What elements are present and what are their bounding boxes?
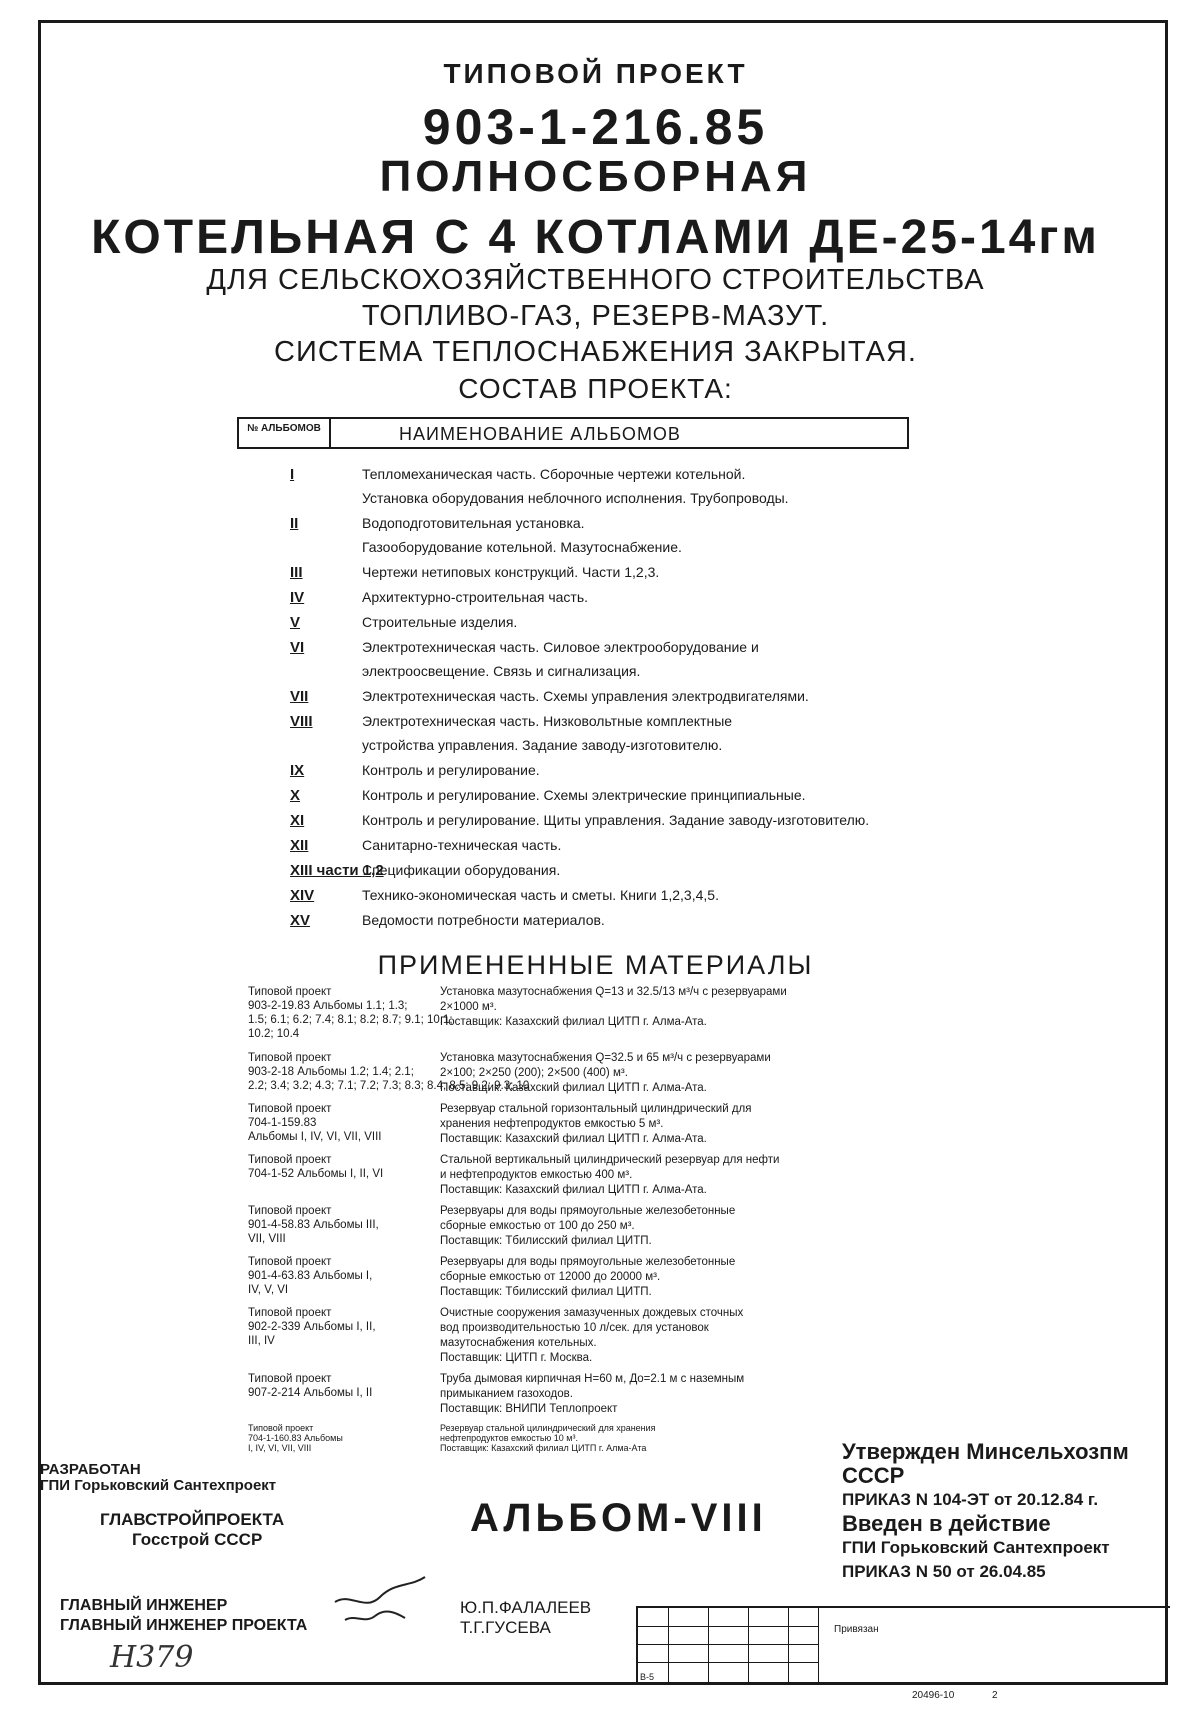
material-description-line: хранения нефтепродуктов емкостью 5 м³.	[440, 1118, 664, 1130]
material-description	[440, 1102, 751, 1147]
title-line-1: ПОЛНОСБОРНАЯ	[379, 152, 812, 201]
material-description	[440, 985, 787, 1030]
album-title: Строительные изделия.	[362, 614, 518, 630]
material-description-line: нефтепродуктов емкостью 10 м³.	[440, 1433, 578, 1443]
album-title: Архитектурно-строительная часть.	[362, 589, 588, 605]
album-title: Электротехническая часть. Низковольтные комплектные	[362, 713, 733, 729]
title-line-3: ДЛЯ СЕЛЬСКОХОЗЯЙСТВЕННОГО СТРОИТЕЛЬСТВА	[206, 264, 985, 296]
material-description-line: Установка мазутоснабжения Q=13 и 32.5/13 м³/ч с резервуарами	[440, 986, 787, 998]
material-reference	[248, 1204, 379, 1246]
materials-title: ПРИМЕНЕННЫЕ МАТЕРИАЛЫ	[377, 950, 814, 980]
material-reference-line: Типовой проект	[248, 1154, 332, 1166]
material-reference-line: 1.5; 6.1; 6.2; 7.4; 8.1; 8.2; 8.7; 9.1; 10.1;	[248, 1014, 453, 1026]
doc-type: ТИПОВОЙ ПРОЕКТ	[443, 58, 748, 89]
material-reference-line: III, IV	[248, 1335, 275, 1347]
material-description-line: Резервуары для воды прямоугольные железобетонные	[440, 1205, 736, 1217]
album-number: VIII	[290, 713, 313, 730]
material-reference-line: Типовой проект	[248, 1423, 314, 1433]
name-2: Т.Г.ГУСЕВА	[460, 1618, 551, 1637]
album-number: VII	[290, 688, 309, 705]
material-description-line: Поставщик: Тбилисский филиал ЦИТП.	[440, 1286, 652, 1298]
album-number: XII	[290, 837, 309, 854]
material-description-line: и нефтепродуктов емкостью 400 м³.	[440, 1169, 633, 1181]
material-description-line: Установка мазутоснабжения Q=32.5 и 65 м³/ч с резервуарами	[440, 1052, 771, 1064]
approval-line-2: ПРИКАЗ N 104-ЭТ от 20.12.84 г.	[842, 1490, 1099, 1509]
title-line-4: ТОПЛИВО-ГАЗ, РЕЗЕРВ-МАЗУТ.	[361, 300, 830, 332]
approval-line-3: Введен в действие	[842, 1511, 1051, 1536]
material-description	[440, 1423, 656, 1453]
material-description-line: вод производительностью 10 л/сек. для установок	[440, 1322, 709, 1334]
role-chief-engineer: ГЛАВНЫЙ ИНЖЕНЕР	[60, 1597, 228, 1614]
album-title: Ведомости потребности материалов.	[362, 912, 605, 928]
material-reference-line: Типовой проект	[248, 1052, 332, 1064]
album-number: III	[290, 564, 303, 581]
album-title: Электротехническая часть. Схемы управления электродвигателями.	[362, 688, 809, 704]
developer-org: ГПИ Горьковский Сантехпроект	[40, 1477, 277, 1494]
material-reference-line: 903-2-18 Альбомы 1.2; 1.4; 2.1;	[248, 1066, 414, 1078]
material-reference-line: Альбомы I, IV, VI, VII, VIII	[248, 1131, 382, 1143]
material-reference	[248, 1423, 343, 1453]
role-chief-project-engineer: ГЛАВНЫЙ ИНЖЕНЕР ПРОЕКТА	[60, 1617, 308, 1634]
material-description-line: Резервуар стальной цилиндрический для хранения	[440, 1423, 656, 1433]
material-reference-line: I, IV, VI, VII, VIII	[248, 1443, 312, 1453]
developer-block	[40, 1462, 276, 1494]
stamp-small: В-5	[640, 1672, 655, 1682]
material-description-line: Резервуар стальной горизонтальный цилиндрический для	[440, 1103, 752, 1115]
material-reference-line: Типовой проект	[248, 1307, 332, 1319]
approval-block	[842, 1440, 1191, 1584]
material-description	[440, 1372, 744, 1417]
material-reference-line: Типовой проект	[248, 1103, 332, 1115]
material-description-line: Очистные сооружения замазученных дождевых сточных	[440, 1307, 744, 1319]
developer-parent-2: Госстрой СССР	[132, 1530, 263, 1549]
material-description-line: Поставщик: Казахский филиал ЦИТП г. Алма-Ата.	[440, 1082, 707, 1094]
footer-number: 20496-10	[912, 1690, 955, 1701]
project-number: 903-1-216.85	[422, 99, 769, 155]
material-reference	[248, 1255, 372, 1297]
album-table-header	[237, 417, 909, 449]
album-number: V	[290, 614, 301, 631]
material-reference	[248, 1306, 376, 1348]
album-title: Контроль и регулирование.	[362, 762, 540, 778]
material-description-line: Поставщик: Казахский филиал ЦИТП г. Алма-Ата	[440, 1443, 647, 1453]
signature-mark	[330, 1572, 430, 1632]
material-reference-line: 10.2; 10.4	[248, 1028, 300, 1040]
material-description-line: Резервуары для воды прямоугольные железобетонные	[440, 1256, 736, 1268]
album-title: Контроль и регулирование. Схемы электрические принципиальные.	[362, 787, 806, 803]
material-reference-line: 901-4-63.83 Альбомы I,	[248, 1270, 373, 1282]
album-title: устройства управления. Задание заводу-изготовителю.	[362, 737, 723, 753]
handwritten-number: Н379	[110, 1640, 194, 1675]
material-reference	[248, 1153, 383, 1181]
album-label: АЛЬБОМ-VIII	[470, 1496, 767, 1540]
material-description	[440, 1306, 743, 1366]
album-title: Водоподготовительная установка.	[362, 515, 585, 531]
album-title: Электротехническая часть. Силовое электрооборудование и	[362, 639, 759, 655]
material-description-line: мазутоснабжения котельных.	[440, 1337, 597, 1349]
material-reference	[248, 1102, 381, 1144]
material-description	[440, 1204, 735, 1249]
material-description-line: Стальной вертикальный цилиндрический резервуар для нефти	[440, 1154, 780, 1166]
album-title: Чертежи нетиповых конструкций. Части 1,2,3.	[362, 564, 660, 580]
material-reference-line: 704-1-52 Альбомы I, II, VI	[248, 1168, 384, 1180]
material-reference-line: VII, VIII	[248, 1233, 286, 1245]
column-header-name: НАИМЕНОВАНИЕ АЛЬБОМОВ	[399, 424, 681, 444]
footer-page: 2	[992, 1690, 998, 1701]
developer-parent	[100, 1510, 284, 1550]
album-title: Технико-экономическая часть и сметы. Книги 1,2,3,4,5.	[362, 887, 719, 903]
material-description-line: Поставщик: Казахский филиал ЦИТП г. Алма-Ата.	[440, 1133, 707, 1145]
material-description	[440, 1153, 779, 1198]
material-reference-line: 907-2-214 Альбомы I, II	[248, 1387, 373, 1399]
column-header-no: № АЛЬБОМОВ	[239, 419, 331, 447]
material-description	[440, 1255, 735, 1300]
material-reference	[248, 985, 453, 1041]
approval-line-1: Утвержден Минсельхозпм СССР	[842, 1439, 1129, 1488]
album-number: VI	[290, 639, 305, 656]
approval-line-4: ГПИ Горьковский Сантехпроект	[842, 1538, 1110, 1557]
album-number: X	[290, 787, 301, 804]
developer-label: РАЗРАБОТАН	[40, 1461, 141, 1478]
signature-roles	[60, 1596, 307, 1636]
material-description	[440, 1051, 771, 1096]
album-title: Контроль и регулирование. Щиты управления. Задание заводу-изготовителю.	[362, 812, 870, 828]
material-reference-line: Типовой проект	[248, 1205, 332, 1217]
material-description-line: примыканием газоходов.	[440, 1388, 573, 1400]
album-title: Санитарно-техническая часть.	[362, 837, 562, 853]
title-stamp	[636, 1606, 1170, 1684]
material-reference-line: Типовой проект	[248, 986, 332, 998]
material-reference-line: 902-2-339 Альбомы I, II,	[248, 1321, 376, 1333]
developer-parent-1: ГЛАВСТРОЙПРОЕКТА	[100, 1510, 285, 1529]
material-description-line: Поставщик: ЦИТП г. Москва.	[440, 1352, 593, 1364]
album-number: IX	[290, 762, 305, 779]
name-1: Ю.П.ФАЛАЛЕЕВ	[460, 1598, 592, 1617]
album-title: электроосвещение. Связь и сигнализация.	[362, 663, 641, 679]
material-description-line: Поставщик: Казахский филиал ЦИТП г. Алма-Ата.	[440, 1184, 707, 1196]
title-line-2: КОТЕЛЬНАЯ С 4 КОТЛАМИ ДЕ-25-14гм	[91, 211, 1100, 264]
stamp-label: Привязан	[834, 1624, 879, 1635]
material-description-line: Поставщик: Тбилисский филиал ЦИТП.	[440, 1235, 652, 1247]
material-description-line: Поставщик: Казахский филиал ЦИТП г. Алма-Ата.	[440, 1016, 707, 1028]
album-title: Газооборудование котельной. Мазутоснабжение.	[362, 539, 682, 555]
signature-names	[460, 1598, 591, 1638]
album-title: Тепломеханическая часть. Сборочные чертежи котельной.	[362, 466, 746, 482]
material-description-line: Поставщик: ВНИПИ Теплопроект	[440, 1403, 618, 1415]
section-title: СОСТАВ ПРОЕКТА:	[458, 373, 733, 404]
title-line-5: СИСТЕМА ТЕПЛОСНАБЖЕНИЯ ЗАКРЫТАЯ.	[274, 336, 917, 368]
album-title: Спецификации оборудования.	[362, 862, 561, 878]
album-number: XIII части 1,2	[290, 862, 384, 879]
material-reference-line: Типовой проект	[248, 1256, 332, 1268]
album-number: II	[290, 515, 299, 532]
approval-line-5: ПРИКАЗ N 50 от 26.04.85	[842, 1562, 1046, 1581]
album-number: XI	[290, 812, 305, 829]
album-number: XV	[290, 912, 311, 929]
material-reference	[248, 1372, 372, 1400]
material-description-line: Труба дымовая кирпичная H=60 м, Дo=2.1 м с наземным	[440, 1373, 745, 1385]
material-description-line: сборные емкостью от 12000 до 20000 м³.	[440, 1271, 661, 1283]
material-reference-line: 901-4-58.83 Альбомы III,	[248, 1219, 379, 1231]
material-reference-line: 704-1-160.83 Альбомы	[248, 1433, 343, 1443]
album-number: IV	[290, 589, 305, 606]
material-description-line: 2×100; 2×250 (200); 2×500 (400) м³.	[440, 1067, 628, 1079]
material-reference-line: 2.2; 3.4; 3.2; 4.3; 7.1; 7.2; 7.3; 8.3; 8.4; 8.5; 9.2; 9.3; 10	[248, 1080, 530, 1092]
album-title: Установка оборудования неблочного исполнения. Трубопроводы.	[362, 490, 789, 506]
material-reference-line: 903-2-19.83 Альбомы 1.1; 1.3;	[248, 1000, 408, 1012]
material-description-line: 2×1000 м³.	[440, 1001, 497, 1013]
material-description-line: сборные емкостью от 100 до 250 м³.	[440, 1220, 635, 1232]
material-reference-line: 704-1-159.83	[248, 1117, 317, 1129]
material-reference-line: Типовой проект	[248, 1373, 332, 1385]
material-reference-line: IV, V, VI	[248, 1284, 289, 1296]
album-number: XIV	[290, 887, 315, 904]
album-number: I	[290, 466, 295, 483]
